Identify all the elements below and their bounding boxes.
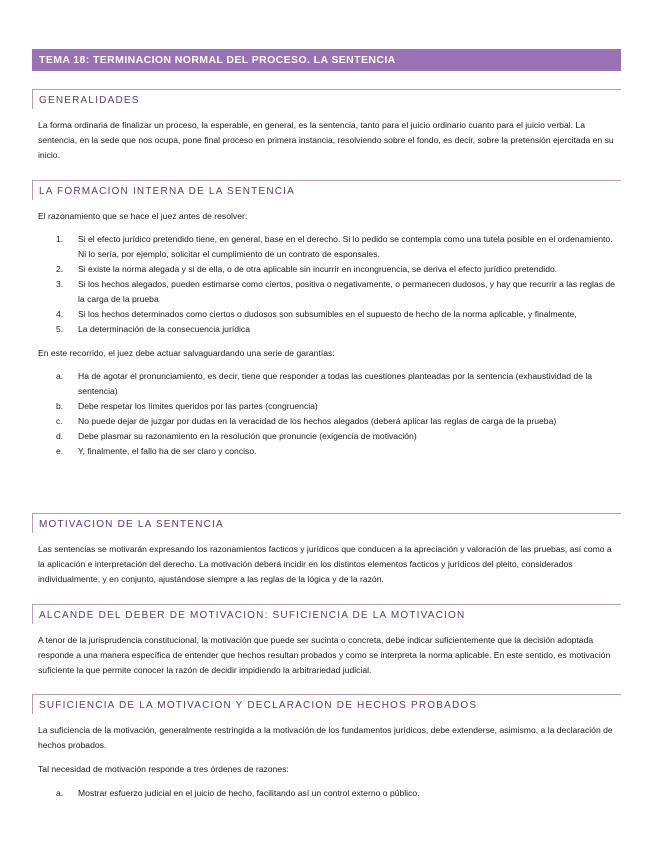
list-marker: 5. xyxy=(56,324,64,334)
list-marker: d. xyxy=(56,431,64,441)
paragraph: Las sentencias se motivarán expresando los razonamientos facticos y jurídicos que conducen a la apreciación y valoración de las pruebas, así como a la aplicación e interpretación del derecho. La motivación deberá incidir en los distintos elementos facticos y jurídicos del pleito, considerados individualmente, y en conjunto, ajustándose siempre a las reglas de la lógica y de la razón. xyxy=(38,544,612,584)
section-heading: ALCANDE DEL DEBER DE MOTIVACION: SUFICIENCIA DE LA MOTIVACION xyxy=(32,604,621,624)
list-marker: b. xyxy=(56,401,64,411)
list-item: c. No puede dejar de juzgar por dudas en la veracidad de los hechos alegados (deberá aplicar las reglas de carga de la prueba) xyxy=(32,414,621,429)
list-item: 4. Si los hechos determinados como ciertos o dudosos son subsumibles en el supuesto de hecho de la norma aplicable, y finalmente, xyxy=(32,307,621,322)
paragraph: A tenor de la jurisprudencia constitucional, la motivación que puede ser sucinta o concreta, debe indicar suficientemente que la decisión adoptada responde a una manera específica de entender que hechos resultan probados y como se interpreta la norma aplicable. En este sentido, es motivación suficiente la que permite conocer la razón de decidir impidiendo la arbitrariedad judicial. xyxy=(38,635,611,675)
list-marker: e. xyxy=(56,446,64,456)
list-item: b. Debe respetar los límites queridos por las partes (congruencia) xyxy=(32,399,621,414)
list-marker: 2. xyxy=(56,264,64,274)
section-motivacion xyxy=(32,513,621,587)
list-item: 5. La determinación de la consecuencia jurídica xyxy=(32,322,621,337)
list-item: e. Y, finalmente, el fallo ha de ser claro y conciso. xyxy=(32,444,621,459)
document-title: TEMA 18: TERMINACION NORMAL DEL PROCESO. LA SENTENCIA xyxy=(32,49,621,71)
paragraph: La suficiencia de la motivación, generalmente restringida a la motivación de los fundamentos jurídicos, debe extenderse, asimismo, a la declaración de hechos probados. xyxy=(38,725,613,750)
list-item: a. Mostrar esfuerzo judicial en el juicio de hecho, facilitando así un control externo o público. xyxy=(32,786,621,801)
section-generalidades xyxy=(32,89,621,163)
list-marker: 1. xyxy=(56,234,64,244)
list-item: 2. Si existe la norma alegada y si de ella, o de otra aplicable sin incurrir en incongruencia, se deriva el efecto jurídico pretendido. xyxy=(32,262,621,277)
list-item: 3. Si los hechos alegados, pueden estimarse como ciertos, positiva o negativamente, o permanecen dudosos, y hay que recurrir a las reglas de la carga de la prueba xyxy=(56,279,615,304)
list-marker: 3. xyxy=(56,279,64,289)
paragraph: En este recorrido, el juez debe actuar salvaguardando una serie de garantías: xyxy=(38,348,335,358)
section-heading: MOTIVACION DE LA SENTENCIA xyxy=(32,513,621,533)
list-marker: a. xyxy=(56,788,64,798)
list-marker: a. xyxy=(56,371,64,381)
section-alcance xyxy=(32,604,621,678)
list-item: 1. Si el efecto jurídico pretendido tiene, en general, base en el derecho. Si lo pedido se contempla como una tutela posible en el ordenamiento. Ni lo sería, por ejemplo, solicitar el cumplimiento de un contrato de esponsales. xyxy=(56,234,613,259)
list-item: a. Ha de agotar el pronunciamiento, es decir, tiene que responder a todas las cuestiones planteadas por la sentencia (exhaustividad de la sentencia) xyxy=(56,371,593,396)
section-formacion-interna xyxy=(32,180,621,459)
section-heading: LA FORMACION INTERNA DE LA SENTENCIA xyxy=(32,180,621,200)
section-heading: SUFICIENCIA DE LA MOTIVACION Y DECLARACION DE HECHOS PROBADOS xyxy=(32,694,621,714)
paragraph: La forma ordinaria de finalizar un proceso, la esperable, en general, es la sentencia, tanto para el juicio ordinario cuanto para el juicio verbal. La sentencia, en la sede que nos ocupa, pone final proceso en primera instancia, resolviendo sobre el fondo, es decir, sobre la pretensión ejercitada en su inicio. xyxy=(38,120,614,160)
paragraph: Tal necesidad de motivación responde a tres órdenes de razones: xyxy=(38,764,289,774)
paragraph-intro: El razonamiento que se hace el juez antes de resolver: xyxy=(38,211,248,221)
section-suficiencia xyxy=(32,694,621,801)
list-item: d. Debe plasmar su razonamiento en la resolución que pronuncie (exigencia de motivación) xyxy=(32,429,621,444)
lettered-list xyxy=(32,786,621,801)
list-marker: c. xyxy=(56,416,63,426)
section-heading: GENERALIDADES xyxy=(32,89,621,109)
list-marker: 4. xyxy=(56,309,64,319)
numbered-list xyxy=(32,232,621,337)
lettered-list xyxy=(32,369,621,459)
